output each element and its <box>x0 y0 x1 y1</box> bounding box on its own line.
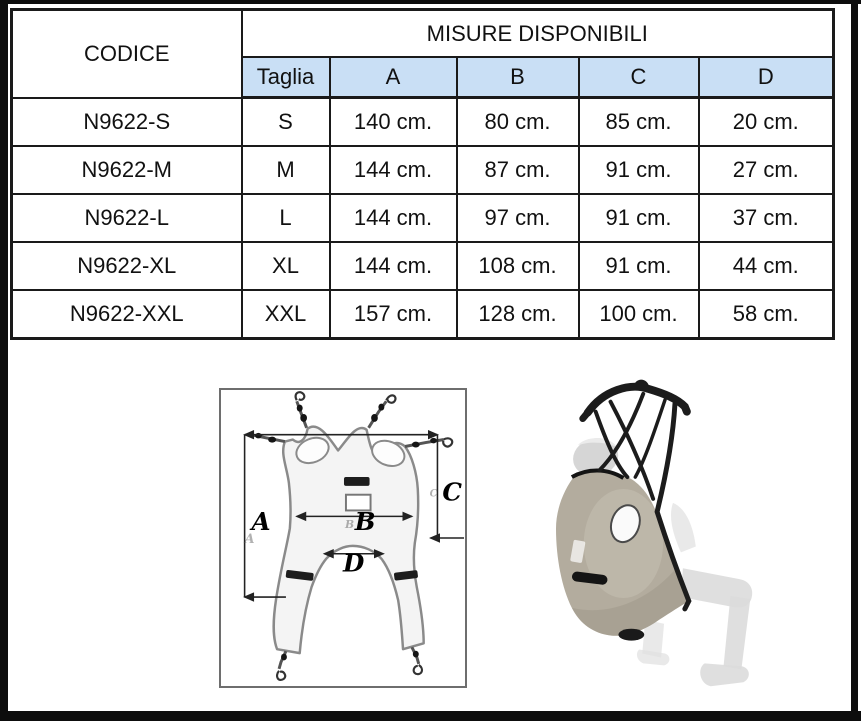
dim-label-b: B <box>354 507 376 537</box>
size-cell: 37 cm. <box>699 194 834 242</box>
codice-cell: N9622-L <box>12 194 242 242</box>
svg-text:C: C <box>429 488 438 500</box>
size-cell: 157 cm. <box>330 290 457 339</box>
scan-edge-right <box>851 0 858 715</box>
size-cell: 144 cm. <box>330 146 457 194</box>
header-row-1 <box>12 10 834 58</box>
sling-measure-diagram <box>219 388 467 688</box>
sling-product-photo <box>535 370 805 712</box>
size-cell: 58 cm. <box>699 290 834 339</box>
codice-cell: N9622-XL <box>12 242 242 290</box>
subheader-a: A <box>330 57 457 98</box>
scan-edge-left <box>0 0 8 721</box>
svg-text:A: A <box>244 531 255 547</box>
size-cell: 85 cm. <box>579 98 699 147</box>
table-row <box>12 98 834 147</box>
table-row <box>12 194 834 242</box>
size-cell: 91 cm. <box>579 242 699 290</box>
size-cell: 144 cm. <box>330 194 457 242</box>
size-table <box>10 8 835 340</box>
size-cell: 91 cm. <box>579 146 699 194</box>
subheader-taglia: Taglia <box>242 57 330 98</box>
sling-diagram-svg <box>221 390 465 686</box>
size-cell: 108 cm. <box>457 242 579 290</box>
sling-outline <box>274 427 424 654</box>
size-cell: 91 cm. <box>579 194 699 242</box>
svg-text:B: B <box>344 518 355 532</box>
size-cell: 100 cm. <box>579 290 699 339</box>
misure-header: MISURE DISPONIBILI <box>242 10 834 58</box>
size-cell: 144 cm. <box>330 242 457 290</box>
handle-patch <box>344 477 370 486</box>
taglia-cell: XL <box>242 242 330 290</box>
bottom-clip <box>618 629 644 641</box>
scan-edge-top <box>0 0 861 4</box>
taglia-cell: M <box>242 146 330 194</box>
taglia-cell: S <box>242 98 330 147</box>
size-cell: 87 cm. <box>457 146 579 194</box>
taglia-cell: XXL <box>242 290 330 339</box>
codice-header: CODICE <box>12 10 242 98</box>
codice-cell: N9622-M <box>12 146 242 194</box>
scan-edge-bottom <box>0 711 861 721</box>
codice-cell: N9622-XXL <box>12 290 242 339</box>
dim-label-a: A <box>251 507 271 537</box>
size-cell: 140 cm. <box>330 98 457 147</box>
size-cell: 80 cm. <box>457 98 579 147</box>
size-cell: 20 cm. <box>699 98 834 147</box>
sling-photo-svg <box>535 370 805 712</box>
size-cell: 97 cm. <box>457 194 579 242</box>
size-cell: 44 cm. <box>699 242 834 290</box>
subheader-d: D <box>699 57 834 98</box>
table-row <box>12 146 834 194</box>
sling-fabric <box>556 470 689 641</box>
subheader-b: B <box>457 57 579 98</box>
subheader-c: C <box>579 57 699 98</box>
table-row <box>12 242 834 290</box>
size-cell: 27 cm. <box>699 146 834 194</box>
table-row <box>12 290 834 339</box>
codice-cell: N9622-S <box>12 98 242 147</box>
dim-label-c: C <box>442 477 462 507</box>
dim-label-d: D <box>343 548 365 578</box>
size-cell: 128 cm. <box>457 290 579 339</box>
taglia-cell: L <box>242 194 330 242</box>
